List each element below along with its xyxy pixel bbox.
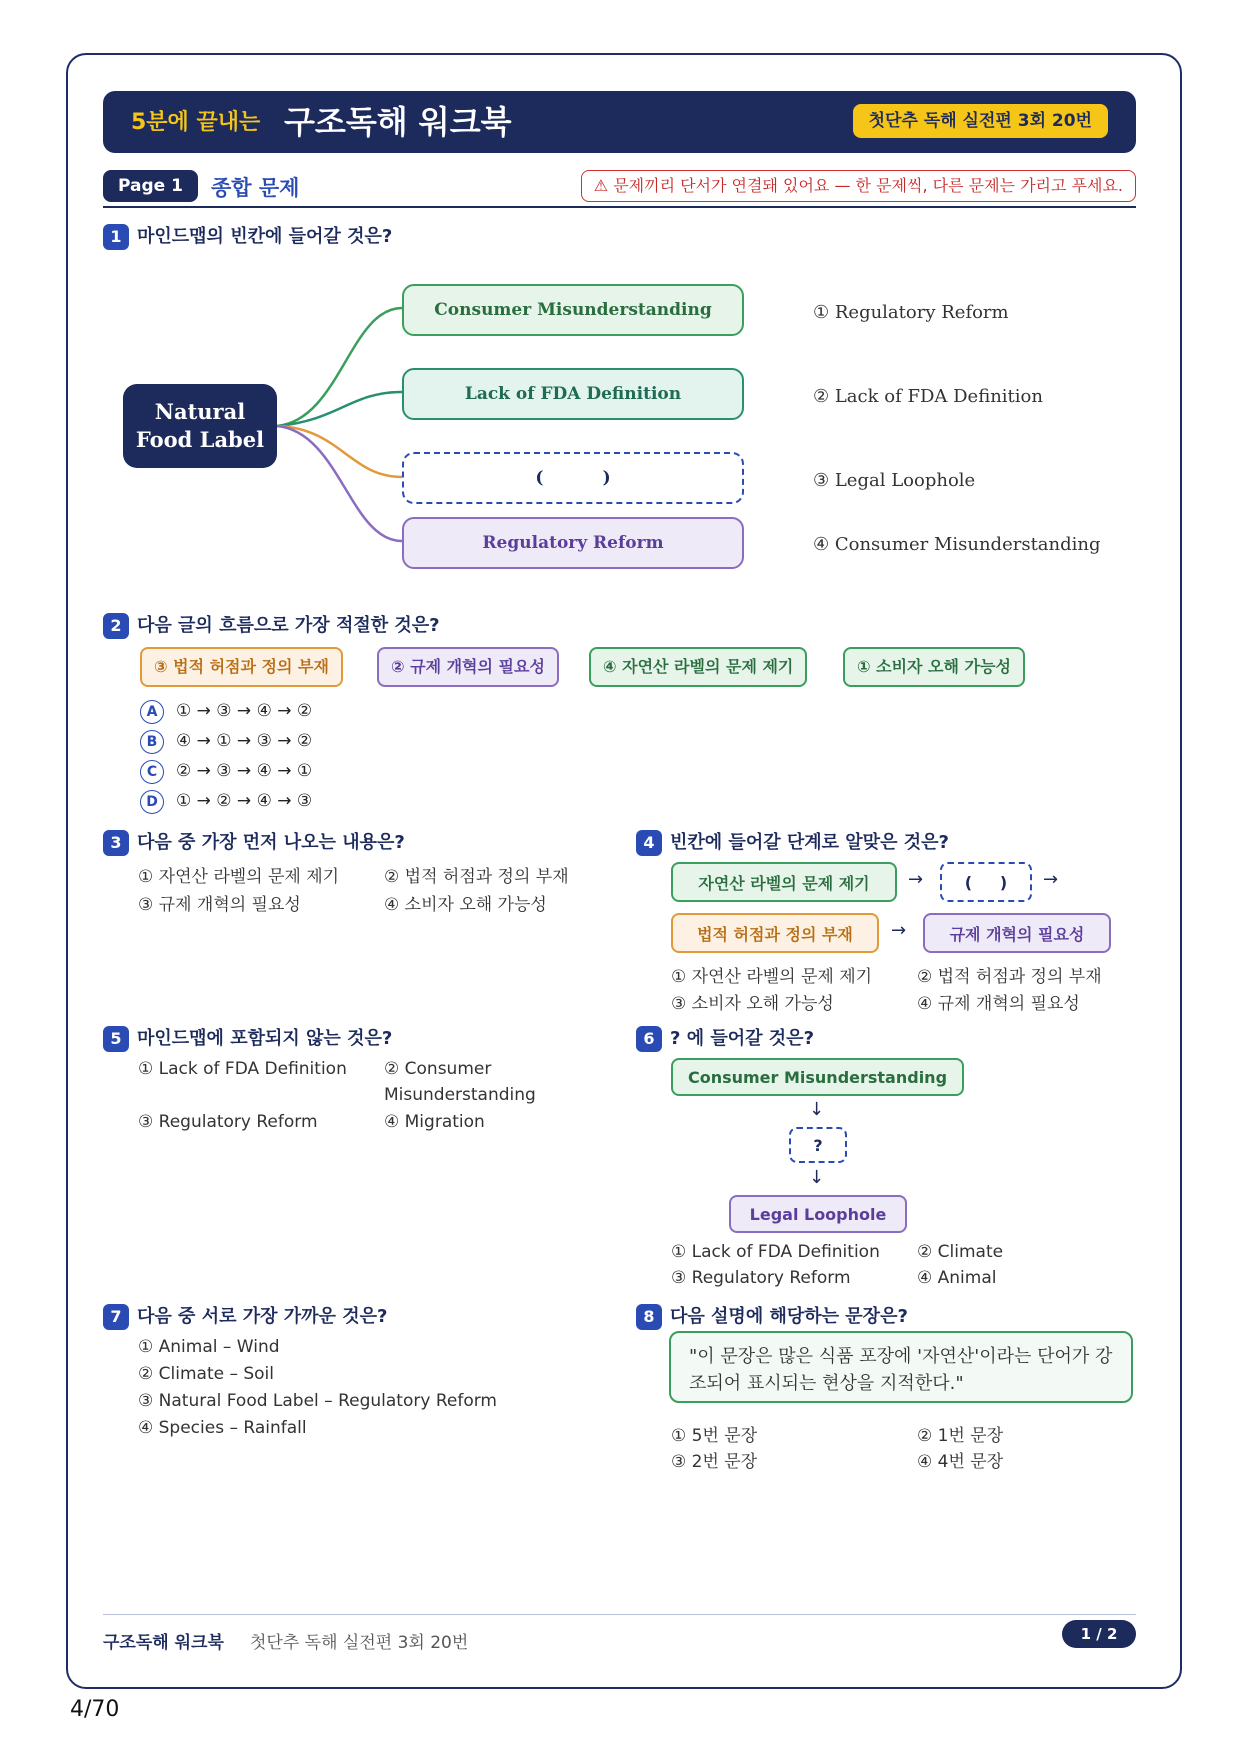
footer-title: 구조독해 워크북 (103, 1633, 224, 1653)
q4-arrow-3: → (891, 920, 907, 941)
q6-option-2[interactable]: ② Climate (917, 1242, 1004, 1262)
connector-4 (277, 426, 402, 541)
question-4 (636, 828, 949, 856)
choice-sequence: ② → ③ → ④ → ① (176, 761, 313, 781)
question-6 (636, 1024, 814, 1052)
q8-option-1[interactable]: ① 5번 문장 (671, 1426, 758, 1446)
q5-option-4[interactable]: ④ Migration (384, 1112, 485, 1132)
q2-choice-d[interactable] (140, 790, 312, 814)
q1-option-1[interactable]: ① Regulatory Reform (813, 302, 1009, 323)
mindmap-center-node: Natural Food Label (123, 384, 277, 468)
question-text: 다음 중 서로 가장 가까운 것은? (137, 1306, 388, 1327)
q8-option-2[interactable]: ② 1번 문장 (917, 1426, 1004, 1446)
page-title: 종합 문제 (211, 176, 300, 200)
q6-option-3[interactable]: ③ Regulatory Reform (671, 1268, 851, 1288)
choice-sequence: ① → ③ → ④ → ② (176, 701, 313, 721)
header-title: 구조독해 워크북 (284, 103, 512, 141)
q2-chip-1: ③ 법적 허점과 정의 부재 (140, 647, 343, 687)
question-2 (103, 611, 440, 639)
q4-step-3: 법적 허점과 정의 부재 (671, 913, 879, 953)
question-number: 4 (636, 830, 662, 856)
choice-letter: A (140, 700, 164, 724)
q3-option-2[interactable]: ② 법적 허점과 정의 부재 (384, 867, 569, 887)
q7-option-1[interactable]: ① Animal – Wind (138, 1337, 280, 1357)
q8-option-4[interactable]: ④ 4번 문장 (917, 1452, 1004, 1472)
q6-arrow-1: ↓ (809, 1099, 825, 1120)
header-badge: 첫단추 독해 실전편 3회 20번 (853, 104, 1108, 138)
q4-arrow-2: → (1043, 869, 1059, 890)
choice-letter: D (140, 790, 164, 814)
question-7 (103, 1302, 387, 1330)
q4-blank-step: ( ) (940, 862, 1032, 902)
question-text: 마인드맵에 포함되지 않는 것은? (137, 1028, 393, 1049)
q7-option-2[interactable]: ② Climate – Soil (138, 1364, 275, 1384)
q2-chip-4: ① 소비자 오해 가능성 (843, 647, 1025, 687)
q7-option-4[interactable]: ④ Species – Rainfall (138, 1418, 307, 1438)
mindmap-blank-node: ( ) (402, 452, 744, 504)
q5-option-1[interactable]: ① Lack of FDA Definition (138, 1059, 347, 1079)
q6-option-4[interactable]: ④ Animal (917, 1268, 997, 1288)
question-3 (103, 828, 405, 856)
q4-step-1: 자연산 라벨의 문제 제기 (671, 862, 897, 902)
q8-option-3[interactable]: ③ 2번 문장 (671, 1452, 758, 1472)
q6-arrow-2: ↓ (809, 1167, 825, 1188)
question-text: ? 에 들어갈 것은? (670, 1028, 815, 1049)
q5-option-2-cont: Misunderstanding (384, 1085, 536, 1105)
q2-chip-2: ② 규제 개혁의 필요성 (377, 647, 559, 687)
warning-notice: ⚠ 문제끼리 단서가 연결돼 있어요 — 한 문제씩, 다른 문제는 가리고 푸세요. (581, 170, 1136, 202)
page-counter: 4/70 (70, 1697, 120, 1722)
q4-option-2[interactable]: ② 법적 허점과 정의 부재 (917, 967, 1102, 987)
question-text: 빈칸에 들어갈 단계로 알맞은 것은? (670, 832, 949, 853)
q4-option-1[interactable]: ① 자연산 라벨의 문제 제기 (671, 967, 873, 987)
question-text: 마인드맵의 빈칸에 들어갈 것은? (137, 226, 393, 247)
question-number: 1 (103, 224, 129, 250)
footer-page-badge: 1 / 2 (1062, 1620, 1136, 1648)
q1-option-4[interactable]: ④ Consumer Misunderstanding (813, 534, 1101, 555)
q2-choice-a[interactable] (140, 700, 312, 724)
q4-option-3[interactable]: ③ 소비자 오해 가능성 (671, 994, 834, 1014)
question-number: 8 (636, 1304, 662, 1330)
q7-option-3[interactable]: ③ Natural Food Label – Regulatory Reform (138, 1391, 497, 1411)
footer-subtitle: 첫단추 독해 실전편 3회 20번 (250, 1633, 469, 1653)
choice-sequence: ④ → ① → ③ → ② (176, 731, 313, 751)
q2-choice-c[interactable] (140, 760, 312, 784)
connector-3 (277, 426, 402, 477)
q1-option-2[interactable]: ② Lack of FDA Definition (813, 386, 1043, 407)
question-text: 다음 설명에 해당하는 문장은? (670, 1306, 908, 1327)
question-number: 7 (103, 1304, 129, 1330)
question-5 (103, 1024, 392, 1052)
choice-sequence: ① → ② → ④ → ③ (176, 791, 313, 811)
q3-option-3[interactable]: ③ 규제 개혁의 필요성 (138, 895, 301, 915)
q2-chip-3: ④ 자연산 라벨의 문제 제기 (589, 647, 807, 687)
q3-option-4[interactable]: ④ 소비자 오해 가능성 (384, 895, 547, 915)
q6-blank-node: ? (789, 1127, 847, 1163)
mindmap-node-2: Lack of FDA Definition (402, 368, 744, 420)
q6-option-1[interactable]: ① Lack of FDA Definition (671, 1242, 880, 1262)
q4-step-4: 규제 개혁의 필요성 (923, 913, 1111, 953)
question-number: 5 (103, 1026, 129, 1052)
question-text: 다음 중 가장 먼저 나오는 내용은? (137, 832, 405, 853)
q6-bottom-node: Legal Loophole (729, 1195, 907, 1233)
q3-option-1[interactable]: ① 자연산 라벨의 문제 제기 (138, 867, 340, 887)
q5-option-3[interactable]: ③ Regulatory Reform (138, 1112, 318, 1132)
choice-letter: B (140, 730, 164, 754)
header-subtitle: 5분에 끝내는 (131, 110, 261, 135)
q6-top-node: Consumer Misunderstanding (671, 1058, 964, 1096)
mindmap-node-1: Consumer Misunderstanding (402, 284, 744, 336)
q5-option-2[interactable]: ② Consumer (384, 1059, 492, 1079)
q4-option-4[interactable]: ④ 규제 개혁의 필요성 (917, 994, 1080, 1014)
question-text: 다음 글의 흐름으로 가장 적절한 것은? (137, 615, 440, 636)
q4-arrow-1: → (908, 869, 924, 890)
question-number: 2 (103, 613, 129, 639)
question-8 (636, 1302, 908, 1330)
page-chip: Page 1 (103, 170, 198, 202)
mindmap-node-4: Regulatory Reform (402, 517, 744, 569)
question-number: 6 (636, 1026, 662, 1052)
q1-option-3[interactable]: ③ Legal Loophole (813, 470, 976, 491)
question-number: 3 (103, 830, 129, 856)
q8-description-quote: "이 문장은 많은 식품 포장에 '자연산'이라는 단어가 강조되어 표시되는 현상을 지적한다." (669, 1331, 1133, 1403)
choice-letter: C (140, 760, 164, 784)
footer-divider (103, 1614, 1136, 1615)
q2-choice-b[interactable] (140, 730, 312, 754)
